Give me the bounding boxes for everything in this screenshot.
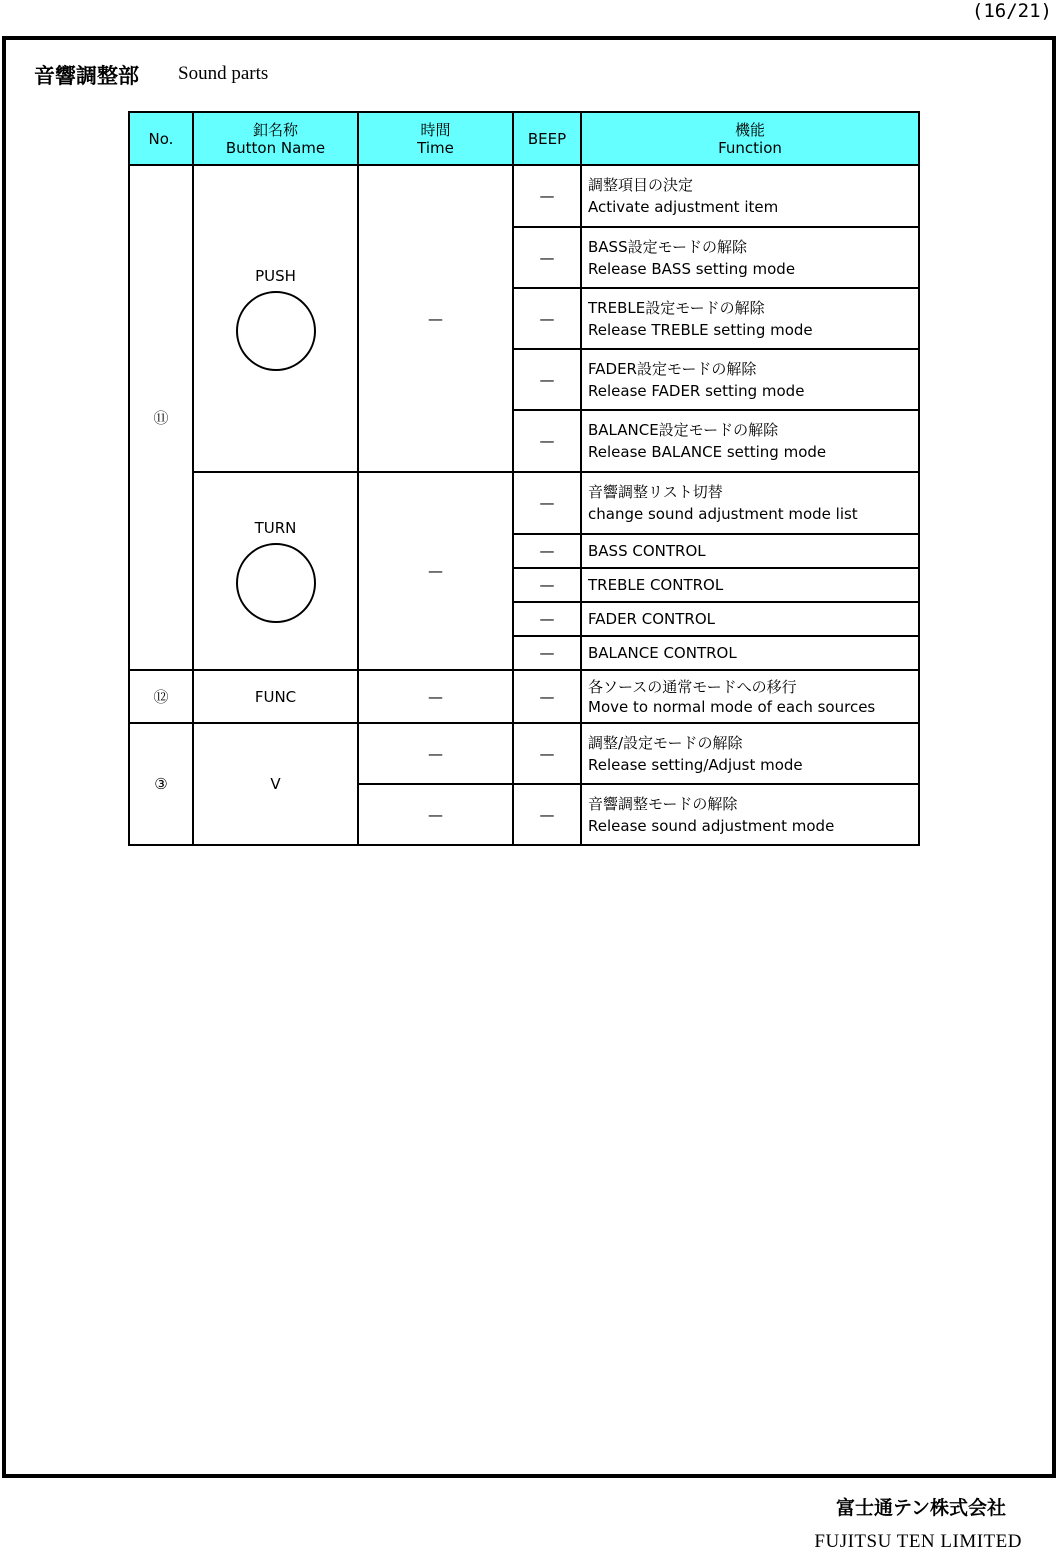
function-cell: 各ソースの通常モードへの移行 Move to normal mode of each sources <box>581 670 919 723</box>
push-button-label: PUSH <box>255 266 296 285</box>
sound-parts-table <box>128 111 920 846</box>
func-button-label: FUNC <box>193 670 358 723</box>
beep-value: — <box>513 636 581 670</box>
function-cell: BASS CONTROL <box>581 534 919 568</box>
function-cell: FADER設定モードの解除 Release FADER setting mode <box>581 349 919 410</box>
page-number: (16/21) <box>971 0 1052 22</box>
header-function: 機能 Function <box>581 112 919 165</box>
beep-value: — <box>513 534 581 568</box>
time-value: — <box>358 723 513 784</box>
beep-value: — <box>513 349 581 410</box>
beep-value: — <box>513 410 581 472</box>
beep-value: — <box>513 670 581 723</box>
func-time: — <box>358 670 513 723</box>
table-header-row <box>129 112 919 165</box>
company-name-jp: 富士通テン株式会社 <box>835 1497 1006 1519</box>
turn-time: — <box>358 472 513 670</box>
header-time: 時間 Time <box>358 112 513 165</box>
turn-knob-icon <box>236 543 316 623</box>
table-row <box>129 165 919 227</box>
company-name-en: FUJITSU TEN LIMITED <box>814 1531 1022 1552</box>
turn-button-label: TURN <box>254 519 297 537</box>
section-subtitle: Sound parts <box>178 63 269 84</box>
beep-value: — <box>513 568 581 602</box>
header-beep: BEEP <box>513 112 581 165</box>
function-cell: 調整/設定モードの解除 Release setting/Adjust mode <box>581 723 919 784</box>
function-cell: 調整項目の決定 Activate adjustment item <box>581 165 919 227</box>
beep-value: — <box>513 227 581 288</box>
function-cell: 音響調整リスト切替 change sound adjustment mode list <box>581 472 919 534</box>
beep-value: — <box>513 784 581 845</box>
push-button-cell <box>193 165 358 472</box>
beep-value: — <box>513 602 581 636</box>
table-row <box>129 670 919 723</box>
table-row <box>129 472 919 534</box>
header-no: No. <box>129 112 193 165</box>
function-cell: 音響調整モードの解除 Release sound adjustment mode <box>581 784 919 845</box>
row-number-11: ⑪ <box>129 165 193 670</box>
function-cell: BALANCE CONTROL <box>581 636 919 670</box>
function-cell: TREBLE設定モードの解除 Release TREBLE setting mode <box>581 288 919 349</box>
row-number-12: ⑫ <box>129 670 193 723</box>
section-title: 音響調整部 <box>34 64 139 88</box>
row-number-3: ③ <box>129 723 193 845</box>
push-time: — <box>358 165 513 472</box>
v-button-label: V <box>193 723 358 845</box>
beep-value: — <box>513 165 581 227</box>
beep-value: — <box>513 472 581 534</box>
beep-value: — <box>513 288 581 349</box>
table-row <box>129 723 919 784</box>
beep-value: — <box>513 723 581 784</box>
function-cell: TREBLE CONTROL <box>581 568 919 602</box>
time-value: — <box>358 784 513 845</box>
function-cell: BASS設定モードの解除 Release BASS setting mode <box>581 227 919 288</box>
function-cell: FADER CONTROL <box>581 602 919 636</box>
turn-button-cell <box>193 472 358 670</box>
function-cell: BALANCE設定モードの解除 Release BALANCE setting mode <box>581 410 919 472</box>
header-button-name: 釦名称 Button Name <box>193 112 358 165</box>
push-knob-icon <box>236 291 316 371</box>
